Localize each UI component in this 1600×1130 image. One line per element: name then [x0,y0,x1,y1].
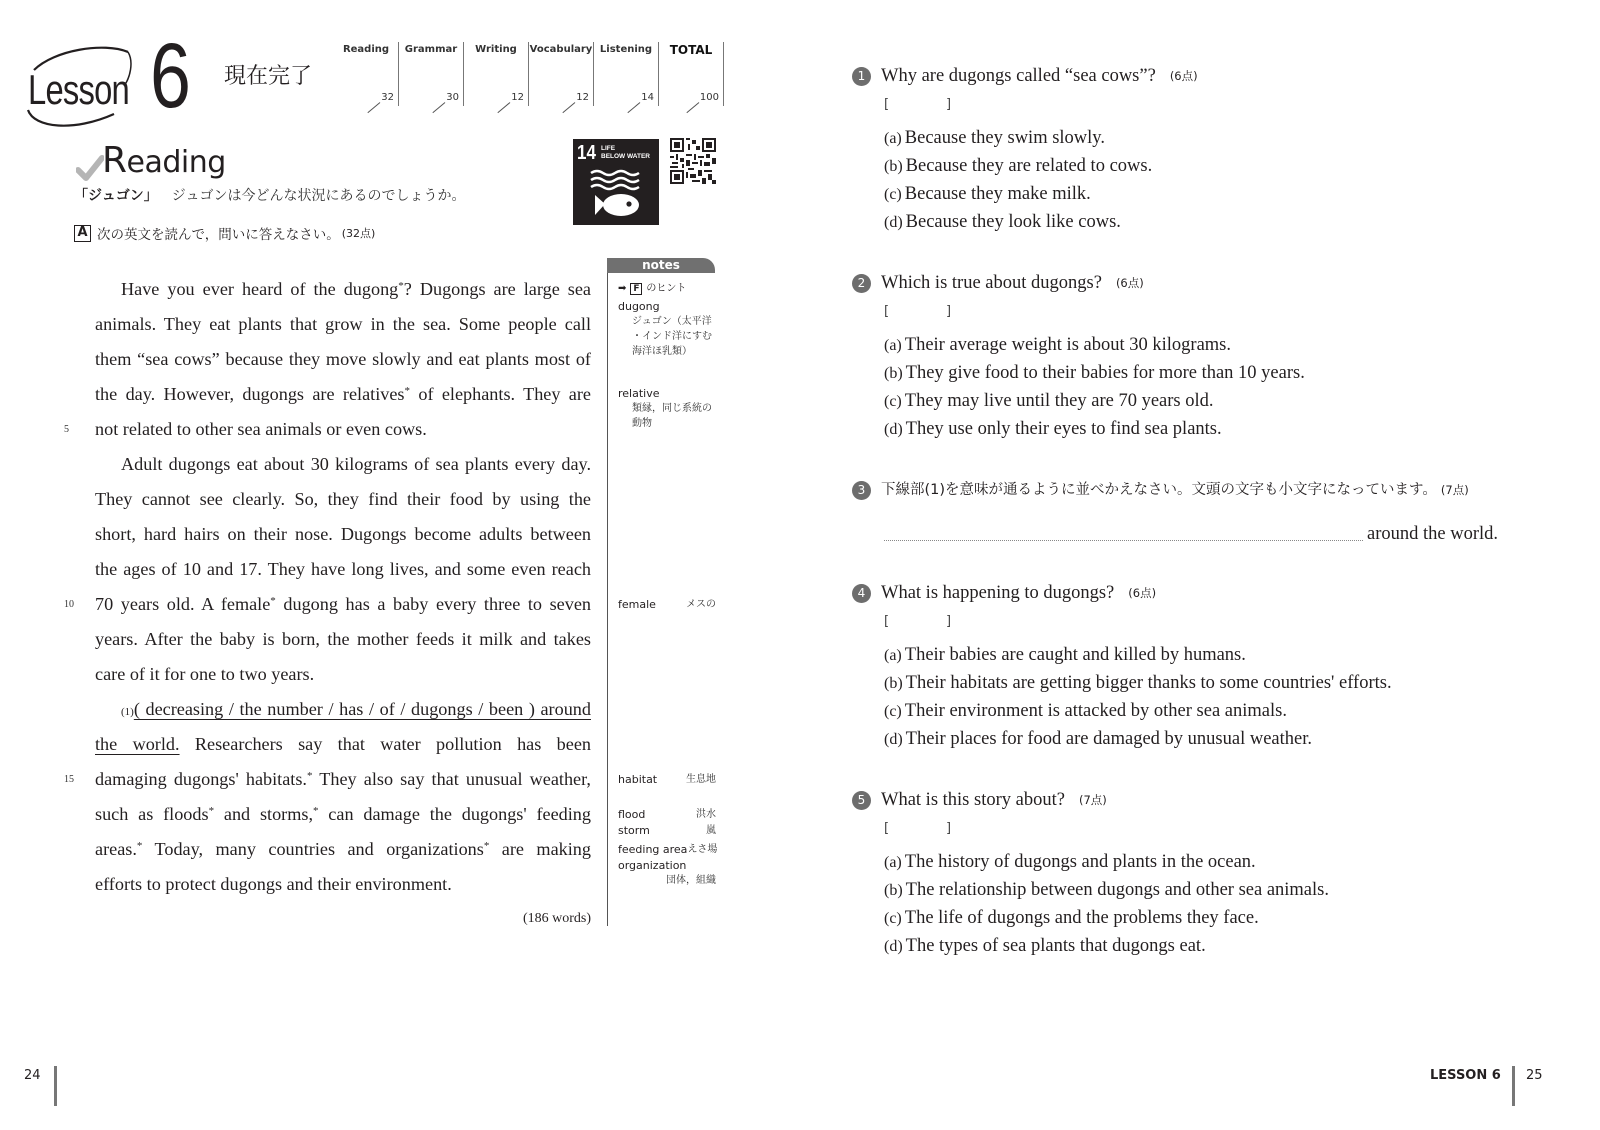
section-heading-text: Reading [102,140,226,181]
question-text: What is this story about? [881,790,1065,810]
score-cell-writing[interactable] [464,42,529,106]
option-d[interactable]: (d) Because they look like cows. [884,212,1121,232]
slash-mark [627,102,640,113]
question-points: (7点) [1440,483,1469,497]
notes-hint [618,282,686,296]
option-a[interactable]: (a) Their babies are caught and killed by humans. [884,645,1246,665]
option-a[interactable]: (a) Because they swim slowly. [884,128,1105,148]
word-count: (186 words) [522,911,591,926]
dotted-answer-blank[interactable] [884,521,1363,541]
page-bar-right [1512,1066,1515,1106]
question-3 [852,478,1512,502]
answer-bracket[interactable]: [ ] [884,614,952,629]
instruction-text: 次の英文を読んで，問いに答えなさい。 [97,227,340,243]
answer-options [884,641,1512,753]
option-a[interactable]: (a) The history of dugongs and plants in the ocean. [884,852,1256,872]
score-label: Grammar [404,44,458,55]
score-label: TOTAL [669,43,713,57]
score-max: 12 [511,92,524,103]
question-number-badge: 2 [852,274,871,293]
question-points: (6点) [1115,276,1144,290]
sdg-number: 14 [577,142,596,164]
line-number: 10 [64,599,74,610]
option-b[interactable]: (b) Because they are related to cows. [884,156,1153,176]
note-habitat: habitat 生息地 [618,772,716,786]
score-cell-total[interactable] [659,42,724,106]
passage-line: damaging dugongs' habitats.* They also say that unusual weather, [95,769,591,789]
line-number: 5 [64,424,69,435]
question-text: Why are dugongs called “sea cows”? [881,66,1156,86]
score-max: 14 [641,92,654,103]
passage-line: years. After the baby is born, the mother feeds it milk and takes [95,629,591,649]
reading-passage [95,272,591,902]
slash-mark [686,102,699,113]
option-c[interactable]: (c) The life of dugongs and the problems they face. [884,908,1259,928]
question-text: 下線部(1)を意味が通るように並べかえなさい。文頭の文字も小文字になっています。 [881,482,1437,498]
score-cell-reading[interactable] [334,42,399,106]
question-points: (7点) [1078,793,1107,807]
notes-tab: notes [607,258,715,273]
option-d[interactable]: (d) They use only their eyes to find sea plants. [884,419,1222,439]
question-number-badge: 1 [852,67,871,86]
question-number-badge: 5 [852,791,871,810]
passage-line: animals. They eat plants that grow in the sea. Some people call [95,314,591,334]
note-feeding-area: feeding area えさ場 [618,842,718,856]
score-max: 12 [576,92,589,103]
slash-mark [367,102,380,113]
score-cell-grammar[interactable] [399,42,464,106]
question-2 [852,271,1512,443]
option-b[interactable]: (b) Their habitats are getting bigger thanks to some countries' efforts. [884,673,1392,693]
lesson-title: 現在完了 [224,64,313,89]
answer-bracket[interactable]: [ ] [884,97,952,112]
passage-line: short, hard hairs on their nose. Dugongs become adults between [95,524,591,544]
option-c[interactable]: (c) They may live until they are 70 years old. [884,391,1214,411]
running-footer-label: LESSON 6 [1430,1068,1501,1083]
passage-line: Have you ever heard of the dugong*? Dugongs are large sea [121,279,591,299]
subtitle-topic: 「ジュゴン」 [74,188,158,204]
answer-options [884,848,1512,960]
underlined-phrase: the world. [95,734,180,754]
sdg-14-badge [573,139,659,225]
passage-line: the day. However, dugongs are relatives* of elephants. They are [95,384,591,404]
question-text: What is happening to dugongs? [881,583,1115,603]
score-max: 32 [381,92,394,103]
passage-line: areas.* Today, many countries and organizations* are making [95,839,591,859]
passage-line-underlined [95,692,591,727]
answer-options [884,124,1512,236]
question-1 [852,64,1512,236]
option-c[interactable]: (c) Their environment is attacked by other sea animals. [884,701,1287,721]
slash-mark [497,102,510,113]
instruction-points: (32点) [341,227,376,240]
answer-bracket[interactable]: [ ] [884,821,952,836]
score-cell-listening[interactable] [594,42,659,106]
slash-mark [432,102,445,113]
section-heading [76,142,226,182]
option-b[interactable]: (b) The relationship between dugongs and other sea animals. [884,880,1329,900]
score-label: Vocabulary [529,44,593,55]
passage-line: them “sea cows” because they move slowly and eat plants most of [95,349,591,369]
fish-waves-icon [587,169,645,221]
underlined-phrase: ( decreasing / the number / has / of / dugongs / been ) around [133,699,591,719]
question-points: (6点) [1128,586,1157,600]
note-organization: organization 団体，組織 [618,859,716,886]
passage-line: 70 years old. A female* dugong has a baby every three to seven [95,594,592,614]
instruction [74,223,375,243]
passage-line: Adult dugongs eat about 30 kilograms of sea plants every day. [121,454,591,474]
note-female: female メスの [618,597,716,611]
sdg-title: LIFE BELOW WATER [601,145,650,160]
lesson-word: Lesson [28,66,129,113]
passage-subtitle [74,186,465,206]
note-flood: flood 洪水 [618,807,716,821]
passage-line: care of it for one to two years. [95,664,315,684]
score-label: Reading [342,44,390,55]
score-cell-vocabulary[interactable] [529,42,594,106]
score-max: 100 [699,92,719,103]
note-relative: relative 類縁，同じ系統の 動物 [618,387,712,429]
passage-line: not related to other sea animals or even cows. [95,419,427,439]
answer-tail: around the world. [1366,524,1498,544]
lesson-number: 6 [150,25,191,127]
notes-divider [607,258,608,926]
line-number: 15 [64,774,74,785]
page-number-left: 24 [24,1068,41,1083]
slash-mark [562,102,575,113]
option-d[interactable]: (d) Their places for food are damaged by unusual weather. [884,729,1312,749]
passage-line: They cannot see clearly. So, they find their food by using the [95,489,591,509]
page-bar-left [54,1066,57,1106]
option-b[interactable]: (b) They give food to their babies for more than 10 years. [884,363,1305,383]
question-text: Which is true about dugongs? [881,273,1102,293]
question-points: (6点) [1169,69,1198,83]
score-label: Writing [475,44,517,55]
reorder-answer-line[interactable] [884,520,1498,546]
score-table [334,42,724,106]
note-storm: storm 嵐 [618,823,716,837]
answer-options [884,331,1512,443]
underline-ref: (1) [121,706,134,718]
question-5 [852,788,1512,960]
arrow-right-icon: ➡ [618,283,627,294]
passage-line: such as floods* and storms,* can damage the dugongs' feeding [95,804,591,824]
score-max: 30 [446,92,459,103]
check-icon [76,154,104,182]
note-dugong: dugong ジュゴン（太平洋 ・インド洋にすむ 海洋ほ乳類） [618,300,712,357]
option-d[interactable]: (d) The types of sea plants that dugongs eat. [884,936,1206,956]
lesson-logo [24,42,144,134]
option-a[interactable]: (a) Their average weight is about 30 kilograms. [884,335,1231,355]
option-c[interactable]: (c) Because they make milk. [884,184,1091,204]
instruction-box-letter: A [74,225,91,242]
passage-line: efforts to protect dugongs and their environment. [95,874,452,894]
score-label: Listening [599,44,653,55]
qr-code-icon[interactable] [670,138,716,184]
hint-text: のヒント [646,283,687,294]
question-number-badge: 3 [852,481,871,500]
notes-column [618,282,716,902]
answer-bracket[interactable]: [ ] [884,304,952,319]
question-4 [852,581,1512,753]
hint-box-letter: F [630,283,642,295]
passage-line: the ages of 10 and 17. They have long lives, and some even reach [95,559,591,579]
question-number-badge: 4 [852,584,871,603]
subtitle-question: ジュゴンは今どんな状況にあるのでしょうか。 [171,188,466,204]
passage-line: the world. Researchers say that water pollution has been [95,734,591,754]
page-number-right: 25 [1526,1068,1543,1083]
